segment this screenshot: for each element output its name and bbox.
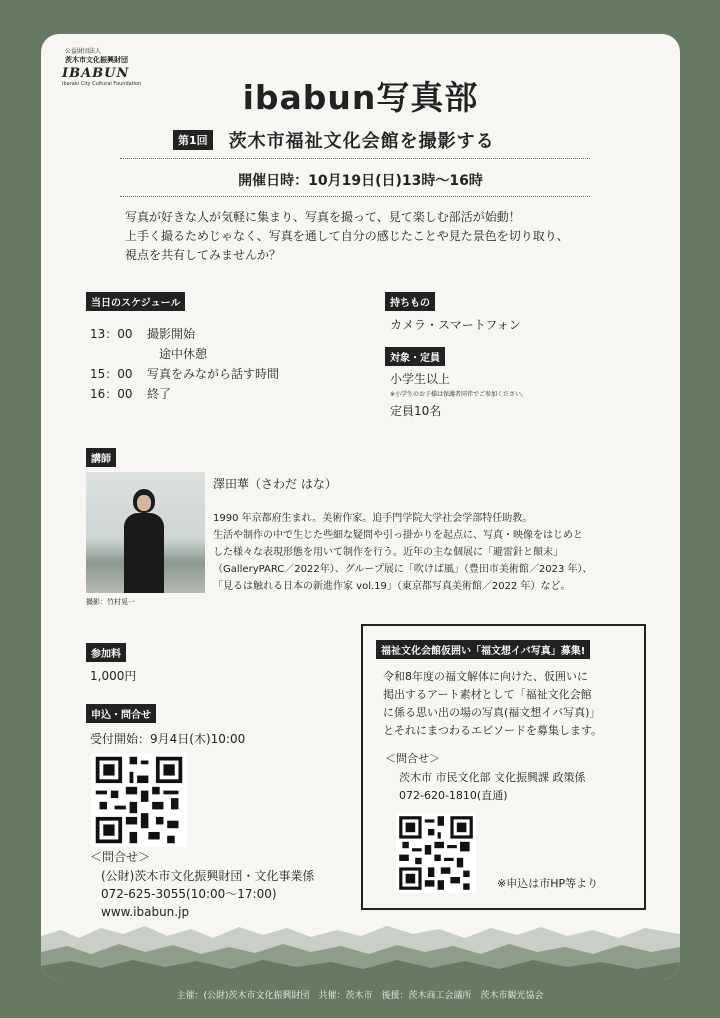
- fee-text: 1,000円: [90, 669, 137, 683]
- lecturer-label: 講師: [86, 448, 116, 467]
- apply-contact-org: (公財)茨木市文化振興財団・文化事業係: [101, 869, 315, 883]
- qr-code-recruit[interactable]: [396, 813, 476, 893]
- logo: IBABUN: [62, 66, 130, 81]
- schedule-row: 13：00 撮影開始: [90, 327, 196, 341]
- event-date: 開催日時：10月19日(日)13時〜16時: [238, 173, 483, 189]
- photo-credit: 撮影：竹村晃一: [86, 598, 135, 606]
- divider: [120, 196, 590, 197]
- recruit-body: 令和8年度の福文解体に向けた、仮囲いに 掲出するアート素材として「福祉文化会館 に係る思い出の場の写真(福文想イバ写真)」 とそれにまつわるエピソードを募集します。: [383, 670, 603, 737]
- recruit-contact-heading: ＜問合せ＞: [385, 752, 440, 765]
- subtitle: 茨木市福祉文化会館を撮影する: [228, 131, 495, 152]
- subtitle-row: [173, 127, 495, 153]
- fee-label: 参加料: [86, 643, 126, 662]
- lecturer-bio: 1990 年京都府生まれ。美術作家。追手門学院大学社会学部特任助教。 生活や制作の中で生じた些細な疑問や引っ掛かりを起点に、写真・映像をはじめと した様々な表現形態を用いて制作を行う。近年の主な個展に「避雷針と顛末」 （GalleryPARC／2022年）、グループ展に「吹けば風」（豊田市美術館／2023 年）、 「見るは触れる日本の新進作家 vol.19」（東京都写真美術館／2022 年）など。: [213, 513, 593, 592]
- website-link[interactable]: www.ibabun.jp: [101, 905, 190, 919]
- flyer-card: [41, 34, 680, 980]
- apply-contact-phone: 072-625-3055(10:00〜17:00): [101, 887, 277, 901]
- lecturer-photo: [86, 472, 205, 593]
- intro-text: 写真が好きな人が気軽に集まり、写真を撮って、見て楽しむ部活が始動！ 上手く撮るためじゃなく、写真を通して自分の感じたことや見た景色を切り取り、 視点を共有してみませんか？: [125, 210, 569, 262]
- lecturer-name: 澤田華（さわだ はな）: [213, 477, 337, 491]
- recruit-contact-phone: 072-620-1810(直通): [399, 789, 508, 802]
- schedule-row: 途中休憩: [147, 347, 208, 361]
- divider: [120, 158, 590, 159]
- bring-label: 持ちもの: [385, 292, 435, 311]
- recruit-box: [361, 624, 646, 910]
- apply-label: 申込・問合せ: [86, 704, 156, 723]
- target-label: 対象・定員: [385, 347, 445, 366]
- decorative-paper-edge: [41, 914, 680, 980]
- bring-text: カメラ・スマートフォン: [390, 318, 521, 332]
- page-title: ibabun写真部: [242, 78, 479, 117]
- footer-credits: 主催：(公財)茨木市文化振興財団 共催：茨木市 後援：茨木商工会議所 茨木市観光協会: [176, 991, 544, 1001]
- session-tag: 第1回: [173, 130, 213, 150]
- schedule-list: [90, 324, 279, 404]
- target-note: ※小学生のお子様は保護者同伴でご参加ください。: [390, 391, 528, 398]
- schedule-row: 15：00 写真をみながら話す時間: [90, 367, 280, 381]
- schedule-label: 当日のスケジュール: [86, 292, 185, 311]
- apply-contact-heading: ＜問合せ＞: [90, 850, 151, 864]
- recruit-contact-org: 茨木市 市民文化部 文化振興課 政策係: [399, 771, 586, 784]
- logo-caption: 公益財団法人 茨木市文化振興財団: [65, 48, 128, 64]
- apply-start: 受付開始：9月4日(木)10:00: [90, 732, 246, 746]
- schedule-row: 16：00 終了: [90, 387, 172, 401]
- recruit-note: ※申込は市HP等より: [497, 877, 599, 890]
- recruit-label: 福祉文化会館仮囲い「福文想イバ写真」募集!: [376, 640, 590, 659]
- qr-code-apply[interactable]: [91, 753, 187, 847]
- target-line1: 小学生以上: [390, 372, 451, 386]
- logo-subtitle: Ibaraki City Cultural Foundation: [62, 81, 142, 87]
- target-capacity: 定員10名: [390, 404, 442, 418]
